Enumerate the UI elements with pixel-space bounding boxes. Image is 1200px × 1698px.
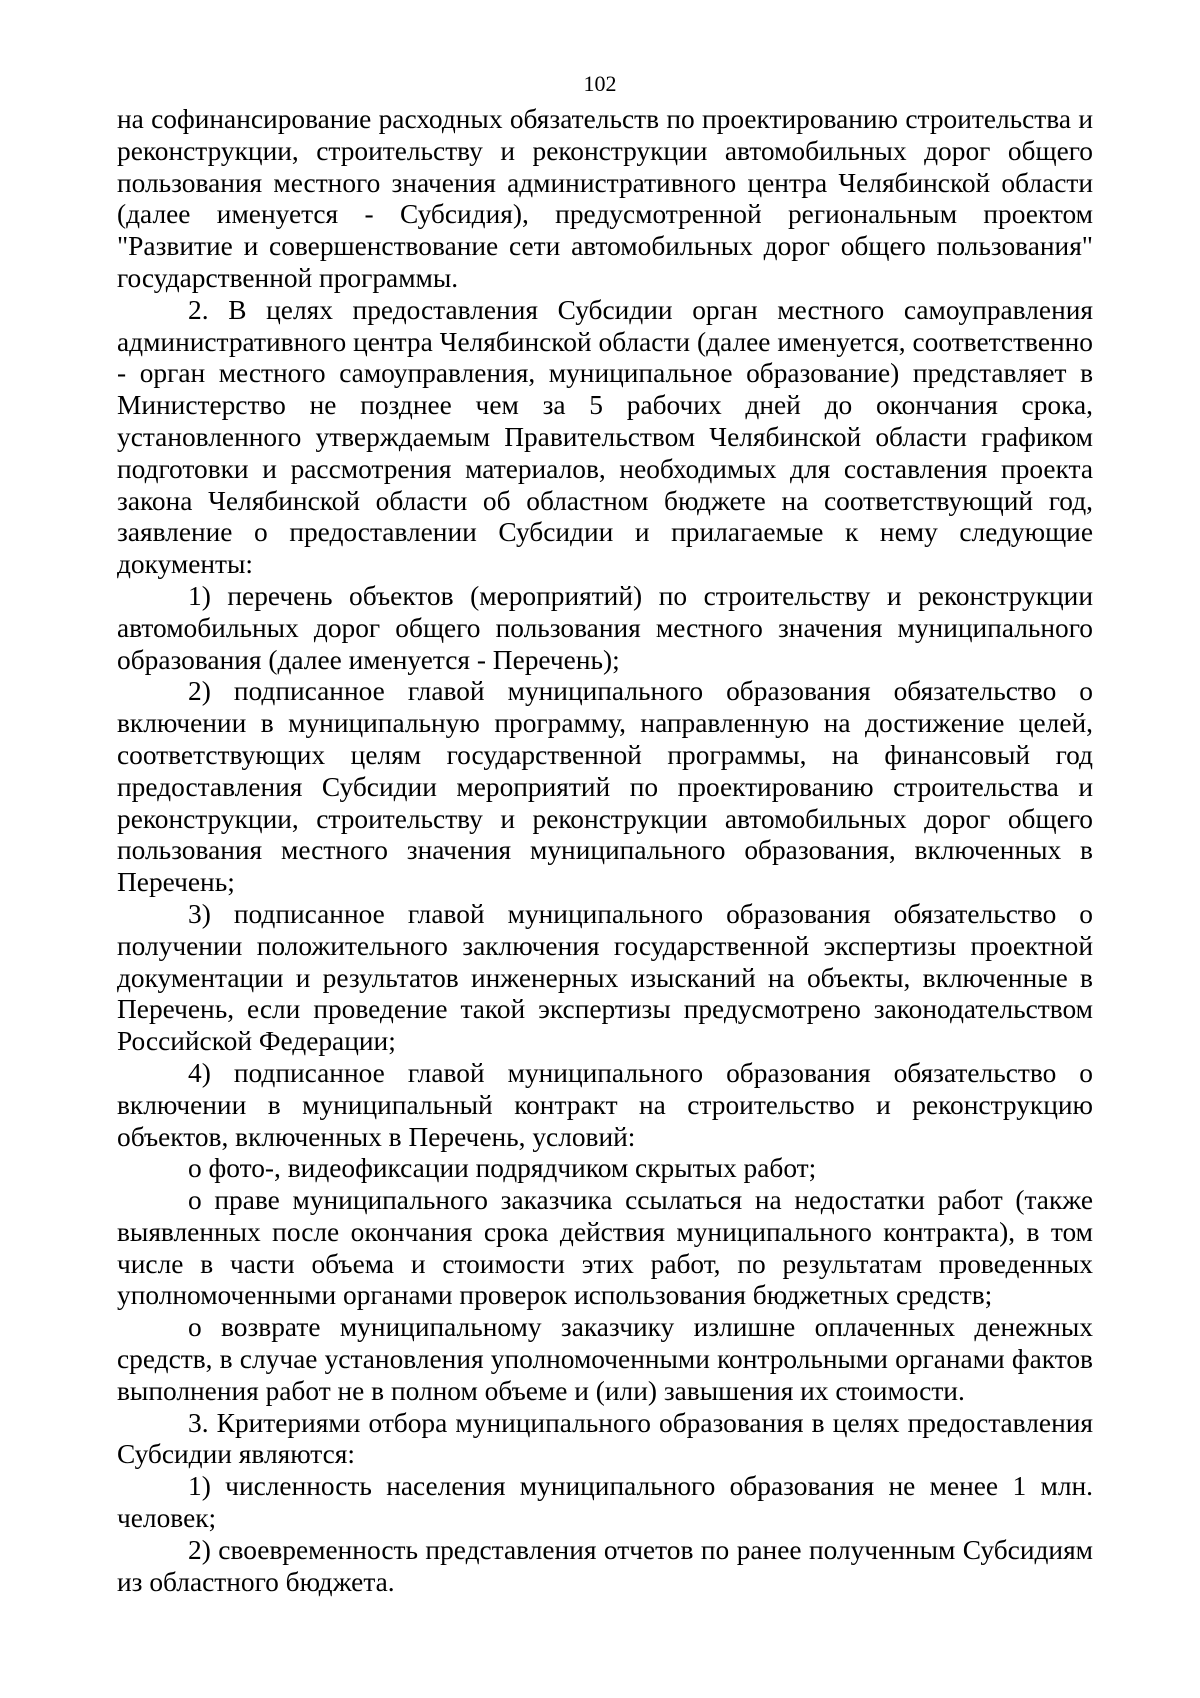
paragraph-criterion-1-population: 1) численность населения муниципального образования не менее 1 млн. человек; <box>117 1471 1093 1534</box>
paragraph-doc-1-list: 1) перечень объектов (мероприятий) по строительству и реконструкции автомобильных дорог общего пользования местного значения муниципального образования (далее именуется - Перечень); <box>117 580 1093 675</box>
paragraph-item-3-criteria: 3. Критериями отбора муниципального образования в целях предоставления Субсидии являются: <box>117 1407 1093 1470</box>
paragraph-criterion-2-reports: 2) своевременность представления отчетов по ранее полученным Субсидиям из областного бюджета. <box>117 1534 1093 1597</box>
paragraph-item-2-application: 2. В целях предоставления Субсидии орган местного самоуправления административного центра Челябинской области (далее именуется, соответственно - орган местного самоуправления, муниципальное образование) представляет в Министерство не позднее чем за 5 рабочих дней до окончания срока, установленного утверждаемым Правительством Челябинской области графиком подготовки и рассмотрения материалов, необходимых для составления проекта закона Челябинской области об областном бюджете на соответствующий год, заявление о предоставлении Субсидии и прилагаемые к нему следующие документы: <box>117 294 1093 580</box>
page-number: 102 <box>583 71 617 96</box>
paragraph-doc-2-obligation: 2) подписанное главой муниципального образования обязательство о включении в муниципальную программу, направленную на достижение целей, соответствующих целям государственной программы, на финансовый год предоставления Субсидии мероприятий по проектированию строительства и реконструкции, строительству и реконструкции автомобильных дорог общего пользования местного значения муниципального образования, включенных в Перечень; <box>117 676 1093 898</box>
paragraph-subsidy-purpose: на софинансирование расходных обязательств по проектированию строительства и реконструкции, строительству и реконструкции автомобильных дорог общего пользования местного значения административного центра Челябинской области (далее именуется - Субсидия), предусмотренной региональным проектом "Развитие и совершенствование сети автомобильных дорог общего пользования" государственной программы. <box>117 104 1093 293</box>
paragraph-doc-4-contract: 4) подписанное главой муниципального образования обязательство о включении в муниципальный контракт на строительство и реконструкцию объектов, включенных в Перечень, условий: <box>117 1057 1093 1152</box>
document-body <box>117 104 1093 1598</box>
paragraph-condition-defects: о праве муниципального заказчика ссылаться на недостатки работ (также выявленных после окончания срока действия муниципального контракта), в том числе в части объема и стоимости этих работ, по результатам проведенных уполномоченными органами проверок использования бюджетных средств; <box>117 1185 1093 1311</box>
paragraph-condition-photo: о фото-, видеофиксации подрядчиком скрытых работ; <box>188 1153 817 1184</box>
paragraph-doc-3-expertise: 3) подписанное главой муниципального образования обязательство о получении положительного заключения государственной экспертизы проектной документации и результатов инженерных изысканий на объекты, включенные в Перечень, если проведение такой экспертизы предусмотрено законодательством Российской Федерации; <box>117 898 1093 1057</box>
paragraph-condition-refund: о возврате муниципальному заказчику излишне оплаченных денежных средств, в случае установления уполномоченными контрольными органами фактов выполнения работ не в полном объеме и (или) завышения их стоимости. <box>117 1312 1093 1406</box>
